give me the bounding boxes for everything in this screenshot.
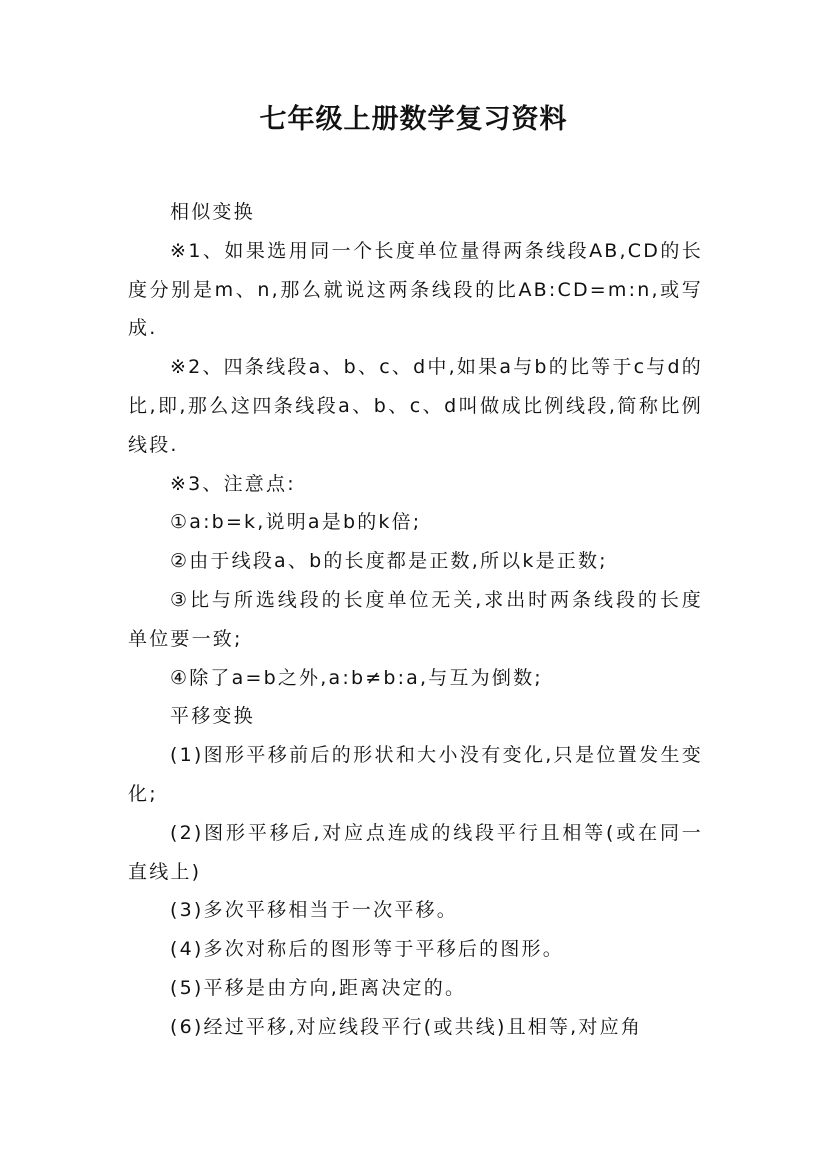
list-item: ②由于线段a、b的长度都是正数,所以k是正数; — [170, 550, 608, 573]
document-title: 七年级上册数学复习资料 — [259, 104, 568, 135]
list-item: (5)平移是由方向,距离决定的。 — [170, 976, 467, 999]
document-body — [128, 193, 703, 1047]
list-item: (1)图形平移前后的形状和大小没有变化,只是位置发生变化; — [128, 744, 703, 805]
paragraph: ※1、如果选用同一个长度单位量得两条线段AB,CD的长度分别是m、n,那么就说这两条线段的比AB:CD=m:n,或写成. — [128, 239, 703, 340]
paragraph: ※3、注意点: — [170, 472, 296, 495]
list-item: ①a:b=k,说明a是b的k倍; — [170, 511, 422, 534]
paragraph: ※2、四条线段a、b、c、d中,如果a与b的比等于c与d的比,即,那么这四条线段a、b、c、d叫做成比例线段,简称比例线段. — [128, 356, 703, 456]
list-item: (4)多次对称后的图形等于平移后的图形。 — [170, 938, 564, 961]
list-item: (6)经过平移,对应线段平行(或共线)且相等,对应角 — [170, 1015, 643, 1038]
list-item: (3)多次平移相当于一次平移。 — [170, 899, 458, 922]
section-heading-translation: 平移变换 — [170, 705, 255, 728]
list-item: ③比与所选线段的长度单位无关,求出时两条线段的长度单位要一致; — [128, 588, 703, 650]
list-item: ④除了a=b之外,a:b≠b:a,与互为倒数; — [170, 666, 543, 689]
section-heading-similarity: 相似变换 — [170, 201, 255, 223]
list-item: (2)图形平移后,对应点连成的线段平行且相等(或在同一直线上) — [128, 821, 703, 883]
